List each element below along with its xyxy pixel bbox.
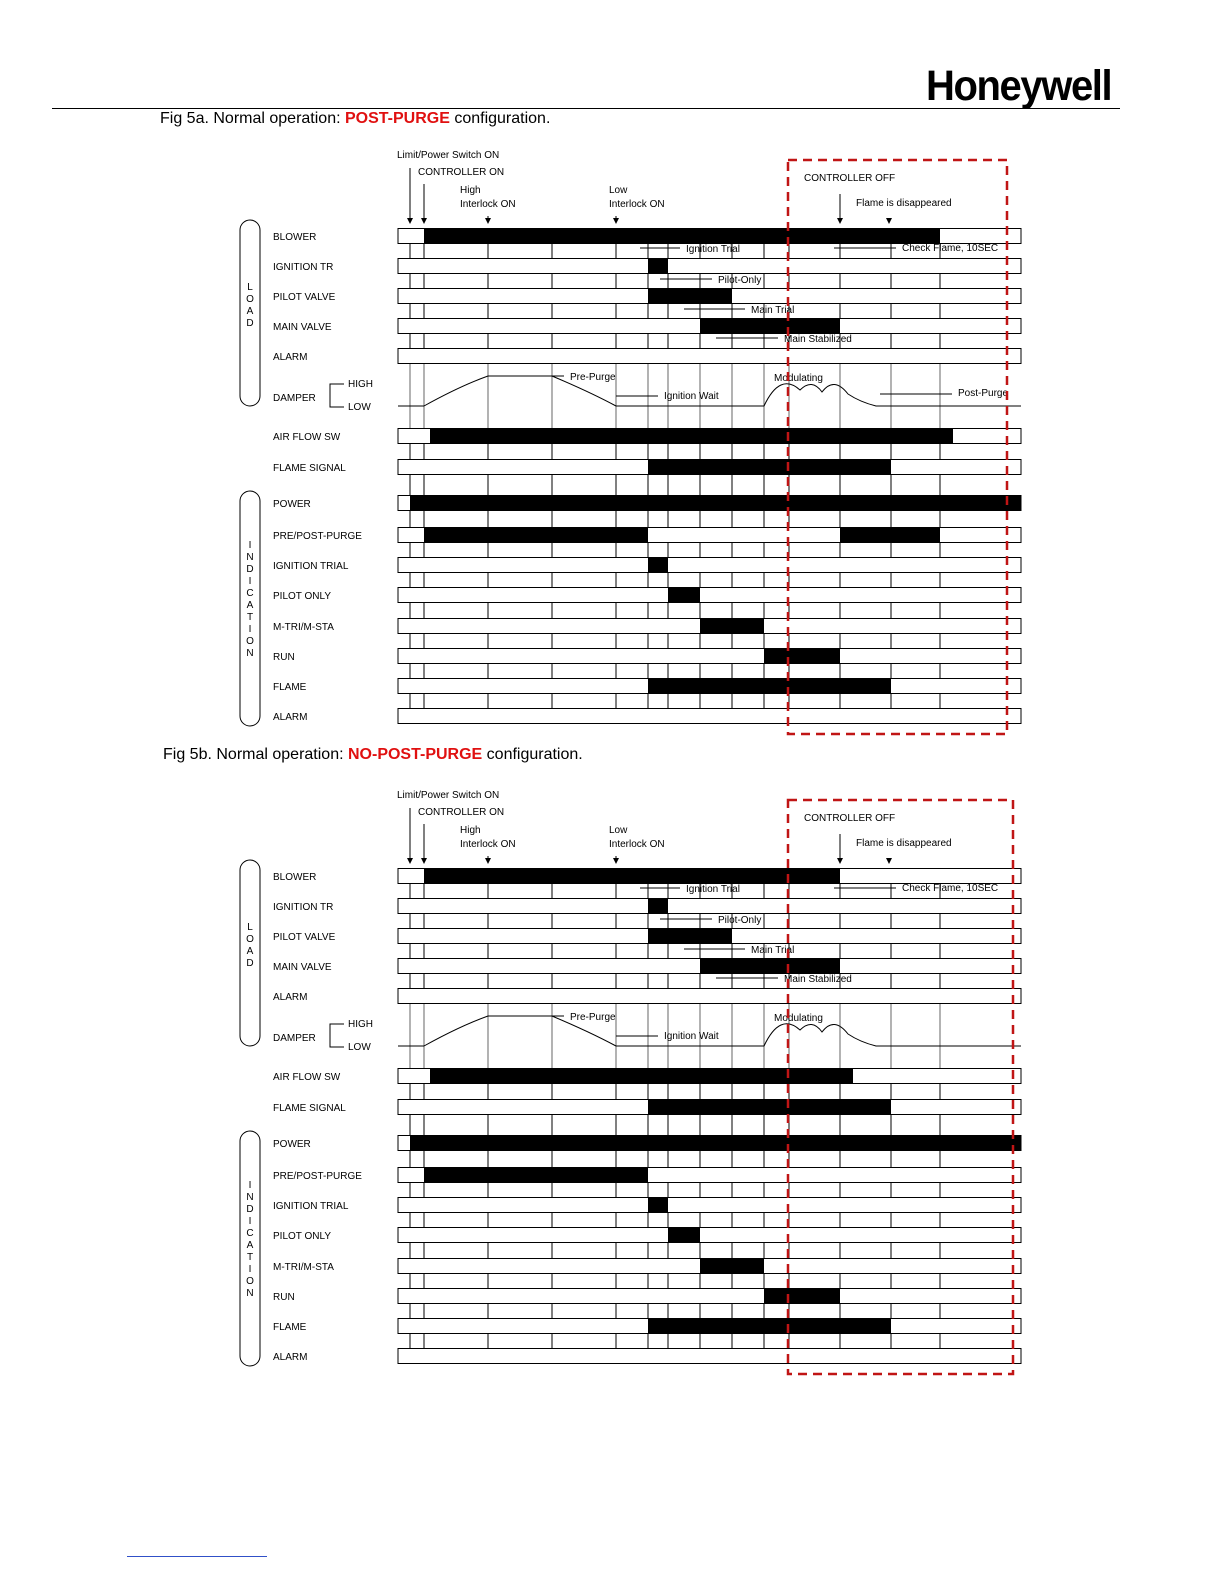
header-rule <box>52 108 1120 109</box>
event-arrow-head <box>886 858 892 864</box>
load-group-letter: D <box>246 318 254 329</box>
annotation-label: Pilot-Only <box>718 915 762 926</box>
signal-on-bar <box>648 1319 891 1334</box>
fig5a-title: Fig 5a. Normal operation: POST-PURGE configuration. <box>160 110 551 127</box>
signal-on-bar <box>700 319 840 334</box>
event-arrow-head <box>407 218 413 224</box>
indication-group-letter: N <box>246 648 254 659</box>
indication-group-letter: I <box>248 1264 252 1275</box>
signal-label: ALARM <box>273 992 308 1003</box>
indication-group-letter: I <box>248 576 252 587</box>
event-label: High <box>460 825 481 836</box>
signal-track <box>398 1228 1021 1243</box>
event-label: Interlock ON <box>460 199 516 210</box>
load-group-letter: L <box>247 282 253 293</box>
signal-on-bar <box>424 869 840 884</box>
annotation-label: Ignition Trial <box>686 884 740 895</box>
damper-high-label: HIGH <box>348 379 373 390</box>
signal-on-bar <box>764 1289 840 1304</box>
signal-on-bar <box>410 496 1021 511</box>
signal-label: FLAME SIGNAL <box>273 463 346 474</box>
signal-label: PILOT VALVE <box>273 292 336 303</box>
load-group-letter: A <box>246 306 254 317</box>
indication-group-letter: O <box>246 636 254 647</box>
signal-track <box>398 1289 1021 1304</box>
event-label: CONTROLLER ON <box>418 807 505 818</box>
event-arrow-head <box>837 858 843 864</box>
signal-label: IGNITION TRIAL <box>273 561 349 572</box>
event-arrow-head <box>485 218 491 224</box>
signal-label: PILOT ONLY <box>273 591 331 602</box>
event-label: Interlock ON <box>460 839 516 850</box>
load-group-letter: L <box>247 922 253 933</box>
indication-group-letter: T <box>246 612 254 623</box>
signal-label: DAMPER <box>273 1033 316 1044</box>
signal-label: ALARM <box>273 352 308 363</box>
event-arrow-head <box>407 858 413 864</box>
annotation-label: Post-Purge <box>958 388 1009 399</box>
event-arrow-head <box>886 218 892 224</box>
indication-group-letter: D <box>246 564 254 575</box>
signal-label: BLOWER <box>273 872 317 883</box>
signal-label: BLOWER <box>273 232 317 243</box>
indication-group-letter: I <box>248 624 252 635</box>
annotation-label: Check Flame, 10SEC <box>902 243 999 254</box>
annotation-label: Main Trial <box>751 305 795 316</box>
event-label: CONTROLLER ON <box>418 167 505 178</box>
event-label: Low <box>609 825 628 836</box>
signal-on-bar <box>700 959 840 974</box>
signal-track <box>398 558 1021 573</box>
fig5a-timing-diagram <box>0 140 1224 760</box>
damper-bracket <box>330 1024 344 1047</box>
footer-link-underline <box>127 1556 267 1557</box>
event-label: Flame is disappeared <box>856 198 952 209</box>
event-label: Interlock ON <box>609 199 665 210</box>
signal-label: IGNITION TR <box>273 262 334 273</box>
signal-on-bar <box>424 528 648 543</box>
annotation-label: Pre-Purge <box>570 372 616 383</box>
signal-track <box>398 588 1021 603</box>
indication-group-letter: C <box>246 588 254 599</box>
indication-group-letter: I <box>248 1180 252 1191</box>
event-label: CONTROLLER OFF <box>804 813 896 824</box>
signal-label: PILOT ONLY <box>273 1231 331 1242</box>
signal-label: ALARM <box>273 1352 308 1363</box>
load-group-letter: O <box>246 934 254 945</box>
signal-on-bar <box>430 429 953 444</box>
load-group-letter: D <box>246 958 254 969</box>
signal-label: AIR FLOW SW <box>273 1072 341 1083</box>
load-group-letter: O <box>246 294 254 305</box>
signal-track <box>398 1198 1021 1213</box>
annotation-label: Ignition Wait <box>664 391 719 402</box>
event-label: CONTROLLER OFF <box>804 173 896 184</box>
indication-group-letter: C <box>246 1228 254 1239</box>
signal-on-bar <box>648 679 891 694</box>
signal-on-bar <box>424 1168 648 1183</box>
event-arrow-head <box>613 218 619 224</box>
signal-on-bar <box>648 259 668 274</box>
indication-group-letter: A <box>246 600 254 611</box>
signal-label: MAIN VALVE <box>273 322 332 333</box>
signal-track <box>398 649 1021 664</box>
annotation-label: Pre-Purge <box>570 1012 616 1023</box>
annotation-label: Main Stabilized <box>784 974 852 985</box>
annotation-label: Main Trial <box>751 945 795 956</box>
signal-on-bar <box>424 229 940 244</box>
signal-on-bar <box>648 1100 891 1115</box>
signal-on-bar <box>700 619 764 634</box>
event-label: Low <box>609 185 628 196</box>
event-label: High <box>460 185 481 196</box>
signal-on-bar <box>648 899 668 914</box>
signal-label: PRE/POST-PURGE <box>273 1171 362 1182</box>
signal-label: POWER <box>273 499 311 510</box>
event-arrow-head <box>837 218 843 224</box>
signal-label: M-TRI/M-STA <box>273 622 334 633</box>
event-arrow-head <box>421 218 427 224</box>
event-arrow-head <box>613 858 619 864</box>
signal-on-bar <box>430 1069 853 1084</box>
annotation-label: Ignition Wait <box>664 1031 719 1042</box>
signal-label: RUN <box>273 652 295 663</box>
signal-label: MAIN VALVE <box>273 962 332 973</box>
signal-on-bar <box>648 558 668 573</box>
signal-label: DAMPER <box>273 393 316 404</box>
annotation-label: Modulating <box>774 373 823 384</box>
indication-group-letter: D <box>246 1204 254 1215</box>
signal-on-bar <box>648 1198 668 1213</box>
signal-on-bar <box>668 1228 700 1243</box>
load-group-letter: A <box>246 946 254 957</box>
indication-group-letter: N <box>246 552 254 563</box>
fig5b-timing-diagram <box>0 780 1224 1400</box>
signal-on-bar <box>840 528 940 543</box>
indication-group-letter: I <box>248 1216 252 1227</box>
signal-label: FLAME <box>273 682 307 693</box>
signal-on-bar <box>410 1136 1021 1151</box>
damper-low-label: LOW <box>348 402 371 413</box>
signal-label: ALARM <box>273 712 308 723</box>
annotation-label: Main Stabilized <box>784 334 852 345</box>
annotation-label: Check Flame, 10SEC <box>902 883 999 894</box>
signal-track <box>398 349 1021 364</box>
signal-track <box>398 259 1021 274</box>
signal-track <box>398 1349 1021 1364</box>
damper-bracket <box>330 384 344 407</box>
signal-track <box>398 989 1021 1004</box>
annotation-label: Ignition Trial <box>686 244 740 255</box>
signal-label: RUN <box>273 1292 295 1303</box>
signal-label: IGNITION TRIAL <box>273 1201 349 1212</box>
event-arrow-head <box>421 858 427 864</box>
signal-label: FLAME <box>273 1322 307 1333</box>
signal-label: POWER <box>273 1139 311 1150</box>
signal-label: PRE/POST-PURGE <box>273 531 362 542</box>
event-arrow-head <box>485 858 491 864</box>
signal-on-bar <box>700 1259 764 1274</box>
signal-label: M-TRI/M-STA <box>273 1262 334 1273</box>
signal-track <box>398 709 1021 724</box>
signal-on-bar <box>764 649 840 664</box>
signal-on-bar <box>648 460 891 475</box>
damper-low-label: LOW <box>348 1042 371 1053</box>
signal-on-bar <box>648 929 732 944</box>
signal-label: PILOT VALVE <box>273 932 336 943</box>
honeywell-logo: Honeywell <box>926 62 1112 110</box>
event-label: Interlock ON <box>609 839 665 850</box>
fig5b-title: Fig 5b. Normal operation: NO-POST-PURGE configuration. <box>163 746 583 763</box>
signal-label: FLAME SIGNAL <box>273 1103 346 1114</box>
signal-label: IGNITION TR <box>273 902 334 913</box>
damper-high-label: HIGH <box>348 1019 373 1030</box>
indication-group-letter: A <box>246 1240 254 1251</box>
event-label: Flame is disappeared <box>856 838 952 849</box>
indication-group-letter: O <box>246 1276 254 1287</box>
event-label: Limit/Power Switch ON <box>397 790 500 801</box>
indication-group-letter: N <box>246 1192 254 1203</box>
signal-label: AIR FLOW SW <box>273 432 341 443</box>
event-label: Limit/Power Switch ON <box>397 150 500 161</box>
indication-group-letter: I <box>248 540 252 551</box>
indication-group-letter: T <box>246 1252 254 1263</box>
indication-group-letter: N <box>246 1288 254 1299</box>
annotation-label: Pilot-Only <box>718 275 762 286</box>
signal-on-bar <box>648 289 732 304</box>
signal-track <box>398 899 1021 914</box>
signal-on-bar <box>668 588 700 603</box>
annotation-label: Modulating <box>774 1013 823 1024</box>
